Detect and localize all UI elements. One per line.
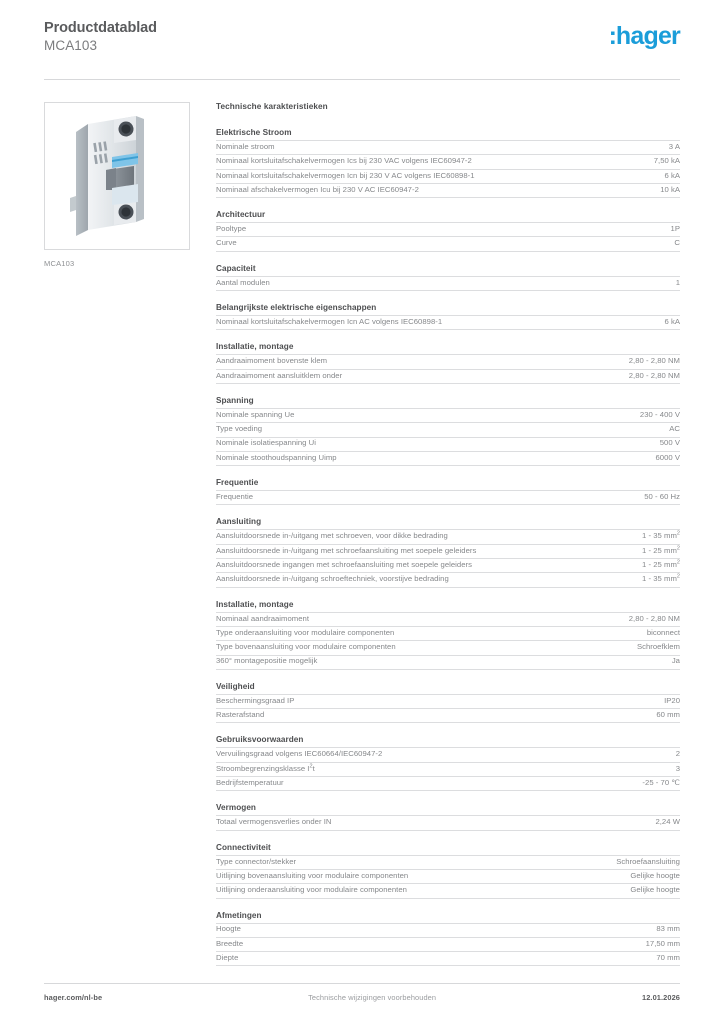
- spec-value: 1 - 35 $mm^2$: [568, 573, 680, 587]
- table-row: [216, 237, 680, 251]
- spec-group-title: Frequentie: [216, 478, 259, 488]
- table-row: [216, 530, 680, 544]
- table-row: [216, 316, 680, 330]
- spec-label: Breedte: [216, 937, 568, 951]
- spec-table: [216, 815, 680, 830]
- spec-table: [216, 140, 680, 198]
- spec-label: Beschermingsgraad IP: [216, 694, 568, 708]
- spec-value: 3: [568, 762, 680, 776]
- spec-label: Type voeding: [216, 423, 568, 437]
- spec-table: [216, 529, 680, 587]
- circuit-breaker-photo: [62, 110, 172, 242]
- spec-label: Totaal vermogensverlies onder IN: [216, 816, 568, 830]
- table-row: [216, 937, 680, 951]
- spec-value: Schroefaansluiting: [568, 855, 680, 869]
- spec-value: 2,80 - 2,80 NM: [568, 355, 680, 369]
- spec-value: 230 - 400 V: [568, 408, 680, 422]
- product-image-column: [44, 102, 192, 268]
- spec-label: Type bovenaansluiting voor modulaire componenten: [216, 641, 568, 655]
- spec-value: 6 kA: [568, 316, 680, 330]
- logo-wordmark: hager: [615, 22, 680, 50]
- spec-group: [216, 303, 680, 330]
- spec-value: 1 - 25 $mm^2$: [568, 559, 680, 573]
- spec-table: [216, 612, 680, 670]
- spec-value: Gelijke hoogte: [568, 869, 680, 883]
- table-row: [216, 626, 680, 640]
- table-row: [216, 544, 680, 558]
- spec-label: Aandraaimoment bovenste klem: [216, 355, 568, 369]
- page-footer: [44, 983, 680, 1002]
- spec-table: [216, 855, 680, 899]
- product-image-caption: MCA103: [44, 259, 75, 268]
- spec-label: Bedrijfstemperatuur: [216, 777, 568, 791]
- table-row: [216, 155, 680, 169]
- spec-label: Diepte: [216, 952, 568, 966]
- spec-table: [216, 923, 680, 967]
- table-row: [216, 369, 680, 383]
- spec-label: Rasterafstand: [216, 709, 568, 723]
- spec-value: IP20: [568, 694, 680, 708]
- spec-label: Aantal modulen: [216, 276, 568, 290]
- content-area: [44, 102, 680, 966]
- spec-table: [216, 276, 680, 291]
- spec-group-title: Afmetingen: [216, 910, 262, 920]
- spec-group-title: Architectuur: [216, 210, 266, 220]
- spec-value: 70 mm: [568, 952, 680, 966]
- spec-group: [216, 911, 680, 967]
- spec-value: biconnect: [568, 626, 680, 640]
- spec-value: 1: [568, 276, 680, 290]
- spec-value: 1 - 25 $mm^2$: [568, 544, 680, 558]
- specification-groups: [216, 128, 680, 966]
- spec-value: 6 kA: [568, 169, 680, 183]
- spec-value: 1P: [568, 223, 680, 237]
- spec-group-title: Capaciteit: [216, 263, 256, 273]
- spec-value: 60 mm: [568, 709, 680, 723]
- footer-disclaimer: Technische wijzigingen voorbehouden: [308, 993, 437, 1002]
- logo-colon-icon: :: [608, 22, 616, 50]
- title-block: [44, 20, 157, 54]
- spec-label: Aansluitdoorsnede in-/uitgang schroeftechniek, voorstijve bedrading: [216, 573, 568, 587]
- spec-label: Nominaal afschakelvermogen Icu bij 230 V AC IEC60947-2: [216, 183, 568, 197]
- table-row: [216, 408, 680, 422]
- table-row: [216, 816, 680, 830]
- table-row: [216, 437, 680, 451]
- spec-group: [216, 396, 680, 466]
- product-reference: MCA103: [44, 38, 98, 54]
- specifications-heading: Technische karakteristieken: [216, 102, 328, 111]
- spec-group: [216, 478, 680, 505]
- spec-table: [216, 408, 680, 466]
- spec-group-title: Vermogen: [216, 803, 256, 813]
- spec-label: Nominaal kortsluitafschakelvermogen Ics bij 230 VAC volgens IEC60947-2: [216, 155, 568, 169]
- spec-label: Type connector/stekker: [216, 855, 568, 869]
- spec-group: [216, 600, 680, 670]
- spec-value: Schroefklem: [568, 641, 680, 655]
- table-row: [216, 694, 680, 708]
- spec-table: [216, 222, 680, 252]
- spec-group: [216, 843, 680, 899]
- spec-label: Stroombegrenzingsklasse $I^2t$: [216, 762, 568, 776]
- spec-value: 17,50 mm: [568, 937, 680, 951]
- table-row: [216, 884, 680, 898]
- spec-value: 83 mm: [568, 923, 680, 937]
- table-row: [216, 709, 680, 723]
- spec-group: [216, 803, 680, 830]
- spec-group-title: Gebruiksvoorwaarden: [216, 735, 304, 745]
- table-row: [216, 748, 680, 762]
- spec-label: Aansluitdoorsnede ingangen met schroefaansluiting met soepele geleiders: [216, 559, 568, 573]
- spec-value: 10 kA: [568, 183, 680, 197]
- spec-group-title: Elektrische Stroom: [216, 128, 292, 137]
- spec-group-title: Belangrijkste elektrische eigenschappen: [216, 303, 377, 313]
- table-row: [216, 923, 680, 937]
- product-image-frame: [44, 102, 190, 250]
- spec-value: -25 - 70 ℃: [568, 777, 680, 791]
- spec-label: Pooltype: [216, 223, 568, 237]
- table-row: [216, 573, 680, 587]
- hager-logo: [609, 20, 680, 49]
- spec-value: 2,24 W: [568, 816, 680, 830]
- table-row: [216, 855, 680, 869]
- footer-date: 12.01.2026: [642, 993, 680, 1002]
- spec-label: Aansluitdoorsnede in-/uitgang met schroefaansluiting met soepele geleiders: [216, 544, 568, 558]
- spec-value: 2: [568, 748, 680, 762]
- page-header: [44, 0, 680, 66]
- spec-value: 50 - 60 Hz: [568, 491, 680, 505]
- spec-group: [216, 735, 680, 791]
- spec-group-title: Veiligheid: [216, 681, 255, 691]
- header-divider: [44, 79, 680, 80]
- spec-label: Aandraaimoment aansluitklem onder: [216, 369, 568, 383]
- table-row: [216, 559, 680, 573]
- spec-label: Nominale spanning Ue: [216, 408, 568, 422]
- spec-group: [216, 682, 680, 724]
- table-row: [216, 223, 680, 237]
- spec-label: Nominale stroom: [216, 141, 568, 155]
- spec-value: 1 - 35 $mm^2$: [568, 530, 680, 544]
- spec-group-title: Installatie, montage: [216, 599, 294, 609]
- spec-label: Vervuilingsgraad volgens IEC60664/IEC60947-2: [216, 748, 568, 762]
- spec-label: Nominaal kortsluitafschakelvermogen Icn bij 230 V AC volgens IEC60898-1: [216, 169, 568, 183]
- table-row: [216, 183, 680, 197]
- spec-label: 360° montagepositie mogelijk: [216, 655, 568, 669]
- spec-label: Nominaal kortsluitafschakelvermogen Icn AC volgens IEC60898-1: [216, 316, 568, 330]
- spec-label: Frequentie: [216, 491, 568, 505]
- spec-label: Uitlijning onderaansluiting voor modulaire componenten: [216, 884, 568, 898]
- spec-table: [216, 490, 680, 505]
- spec-table: [216, 747, 680, 791]
- spec-value: 2,80 - 2,80 NM: [568, 612, 680, 626]
- table-row: [216, 655, 680, 669]
- footer-divider: [44, 983, 680, 984]
- spec-label: Type onderaansluiting voor modulaire componenten: [216, 626, 568, 640]
- table-row: [216, 355, 680, 369]
- spec-value: 500 V: [568, 437, 680, 451]
- spec-label: Hoogte: [216, 923, 568, 937]
- spec-group: [216, 128, 680, 198]
- table-row: [216, 141, 680, 155]
- spec-value: Ja: [568, 655, 680, 669]
- table-row: [216, 762, 680, 776]
- table-row: [216, 276, 680, 290]
- table-row: [216, 952, 680, 966]
- spec-value: 3 A: [568, 141, 680, 155]
- specifications-column: [216, 102, 680, 966]
- table-row: [216, 612, 680, 626]
- spec-label: Nominale isolatiespanning Ui: [216, 437, 568, 451]
- spec-value: AC: [568, 423, 680, 437]
- spec-label: Nominale stoothoudspanning Uimp: [216, 451, 568, 465]
- spec-value: 6000 V: [568, 451, 680, 465]
- spec-value: 2,80 - 2,80 NM: [568, 369, 680, 383]
- spec-table: [216, 315, 680, 330]
- spec-label: Nominaal aandraaimoment: [216, 612, 568, 626]
- spec-group-title: Spanning: [216, 395, 254, 405]
- spec-value: Gelijke hoogte: [568, 884, 680, 898]
- spec-value: 7,50 kA: [568, 155, 680, 169]
- table-row: [216, 491, 680, 505]
- spec-label: Uitlijning bovenaansluiting voor modulaire componenten: [216, 869, 568, 883]
- footer-website-link[interactable]: hager.com/nl-be: [44, 993, 103, 1002]
- spec-group: [216, 517, 680, 587]
- table-row: [216, 777, 680, 791]
- table-row: [216, 169, 680, 183]
- table-row: [216, 423, 680, 437]
- spec-group-title: Aansluiting: [216, 517, 262, 527]
- spec-group: [216, 264, 680, 291]
- spec-group: [216, 210, 680, 252]
- spec-group-title: Connectiviteit: [216, 842, 271, 852]
- table-row: [216, 451, 680, 465]
- spec-group-title: Installatie, montage: [216, 342, 294, 352]
- spec-table: [216, 694, 680, 724]
- spec-value: C: [568, 237, 680, 251]
- spec-group: [216, 342, 680, 384]
- page-title: Productdatablad: [44, 20, 157, 36]
- spec-table: [216, 354, 680, 384]
- table-row: [216, 641, 680, 655]
- table-row: [216, 869, 680, 883]
- spec-label: Curve: [216, 237, 568, 251]
- spec-label: Aansluitdoorsnede in-/uitgang met schroeven, voor dikke bedrading: [216, 530, 568, 544]
